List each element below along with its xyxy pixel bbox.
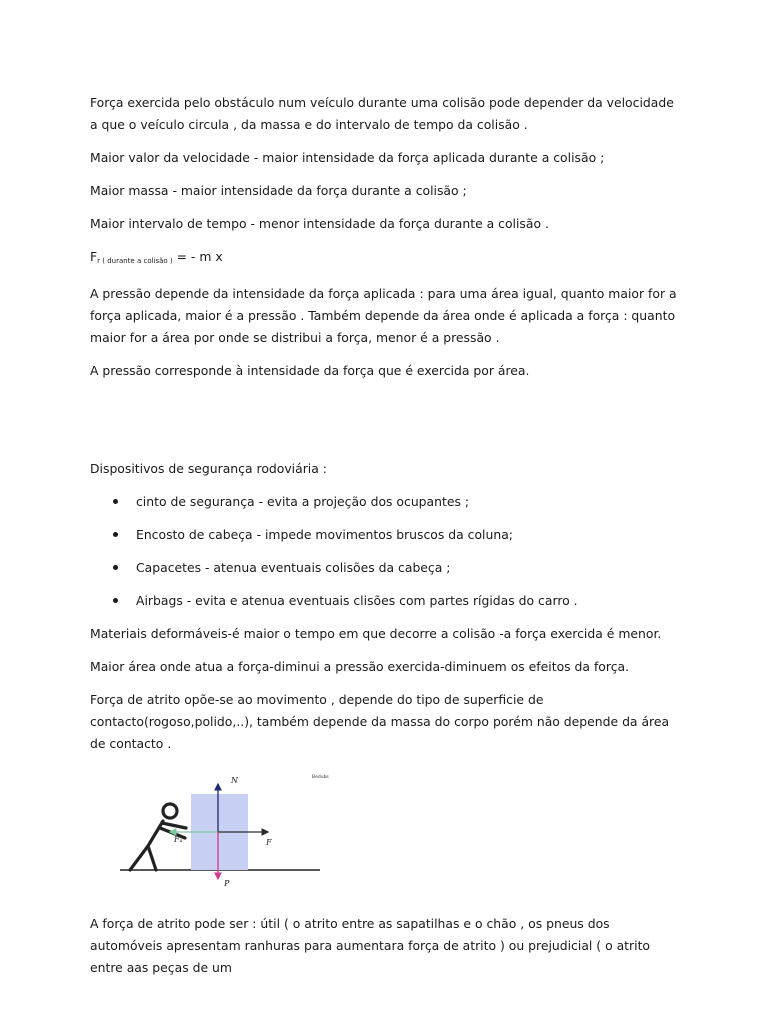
paragraph-mass: Maior massa - maior intensidade da força durante a colisão ; <box>90 183 467 198</box>
document-page <box>90 92 680 979</box>
label-normal-force: N <box>231 776 238 785</box>
paragraph-larger-area: Maior área onde atua a força-diminui a pressão exercida-diminuem os efeitos da força. <box>90 659 630 674</box>
list-item: cinto de segurança - evita a projeção dos ocupantes ; <box>90 491 680 513</box>
paragraph-velocity: Maior valor da velocidade - maior intensidade da força aplicada durante a colisão ; <box>90 150 605 165</box>
formula-subscript: r ( durante a colisão ) <box>97 257 173 265</box>
safety-devices-list <box>90 491 680 612</box>
bullet-icon <box>113 598 118 603</box>
paragraph-force-collision: Força exercida pelo obstáculo num veículo durante uma colisão pode depender da velocidade a que o veículo circula , da massa e do intervalo de tempo da colisão . <box>90 95 674 132</box>
diagram-drawing <box>90 766 350 901</box>
label-weight-force: P <box>224 879 230 888</box>
list-item: Encosto de cabeça - impede movimentos bruscos da coluna; <box>90 524 680 546</box>
paragraph-safety-devices: Dispositivos de segurança rodoviária : <box>90 461 327 476</box>
formula-expression: = - m x <box>172 249 223 264</box>
watermark-logo: Bedubs <box>312 775 329 780</box>
paragraph-friction: Força de atrito opõe-se ao movimento , depende do tipo de superficie de contacto(rogoso,polido,..), também depende da massa do corpo porém não depende da área de contacto . <box>90 692 670 751</box>
paragraph-deformable-materials: Materiais deformáveis-é maior o tempo em que decorre a colisão -a força exercida é menor. <box>90 626 662 641</box>
bullet-icon <box>113 565 118 570</box>
list-item: Airbags - evita e atenua eventuais clisões com partes rígidas do carro . <box>90 590 680 612</box>
label-applied-force: F <box>266 838 272 847</box>
paragraph-time-interval: Maior intervalo de tempo - menor intensidade da força durante a colisão . <box>90 216 549 231</box>
formula-line <box>90 246 680 272</box>
paragraph-friction-types: A força de atrito pode ser : útil ( o atrito entre as sapatilhas e o chão , os pneus dos automóveis apresentam ranhuras para aumentara força de atrito ) ou prejudicial ( o atrito entre aas peças de um <box>90 916 651 975</box>
list-item: Capacetes - atenua eventuais colisões da cabeça ; <box>90 557 680 579</box>
label-friction-force: Fa <box>174 835 183 844</box>
paragraph-pressure-definition: A pressão corresponde à intensidade da força que é exercida por área. <box>90 363 530 378</box>
formula-symbol: F <box>90 249 98 264</box>
friction-force-diagram <box>90 766 350 901</box>
bullet-icon <box>113 499 118 504</box>
paragraph-pressure: A pressão depende da intensidade da força aplicada : para uma área igual, quanto maior for a força aplicada, maior é a pressão . Também depende da área onde é aplicada a força : quanto maior for a área por onde se distribui a força, menor é a pressão . <box>90 286 677 345</box>
bullet-icon <box>113 532 118 537</box>
